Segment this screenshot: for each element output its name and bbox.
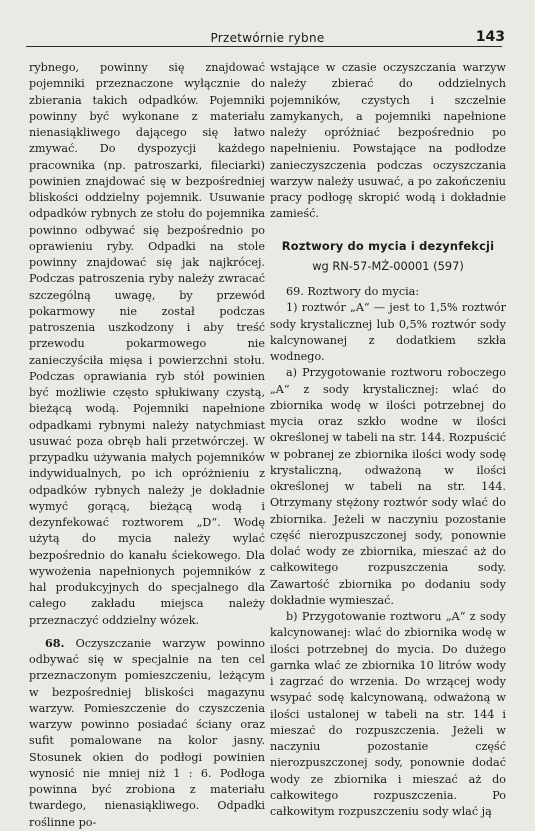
paragraph-69-intro: 69. Roztwory do mycia: <box>286 285 420 298</box>
item-b-soda-kalcynowana: b) Przygotowanie roztworu „A“ z sody kalcynowanej: wlać do zbiornika wodę w ilości potrzebnej do mycia. Do dużego garnka wlać ze zbiornika 10 litrów wody i zagrzać do wrzenia. Do wrzącej wody wsypać sodę kalcynowaną, odważoną w ilości ustalonej w tabeli na str. 144 i mieszać do rozpuszczenia. Jeżeli w naczyniu pozostanie część nierozpuszczonej sody, ponownie dodać wody ze zbiornika i mieszać aż do całkowitego rozpuszczenia. Po całkowitym rozpuszczeniu sody wlać ją <box>270 610 506 818</box>
paragraph-68 <box>29 635 265 831</box>
running-title: Przetwórnie rybne <box>210 31 325 45</box>
page-number: 143 <box>475 29 505 45</box>
left-column <box>29 60 265 831</box>
item-a-soda-krystaliczna: a) Przygotowanie roztworu roboczego „A“ z sody krystalicznej: wlać do zbiornika wodę w ilości potrzebnej do mycia oraz szkło wodne w ilości określonej w tabeli na str. 144. Rozpuścić w pobranej ze zbiornika ilości wody sodę krystaliczną, odważoną w ilości określonej w tabeli na str. 144. Otrzymany stężony roztwór sody wlać do zbiornika. Jeżeli w naczyniu pozostanie część nierozpuszczonej sody, ponownie dolać wody ze zbiornika, mieszać aż do całkowitego rozpuszczenia sody. Zawartość zbiornika po dodaniu sody dokładnie wymieszać. <box>270 366 506 607</box>
section-title: Roztwory do mycia i dezynfekcji <box>281 238 495 253</box>
right-column <box>270 60 506 820</box>
item-1-roztwor-a: 1) roztwór „A“ — jest to 1,5% roztwór sody krystalicznej lub 0,5% roztwór sody kalcynowanej z dodatkiem szkła wodnego. <box>270 301 506 363</box>
header-rule <box>26 46 502 47</box>
paragraph-68-number: 68. <box>45 635 65 650</box>
section-subtitle: wg RN-57-MŻ-00001 (597) <box>312 258 464 273</box>
paragraph-warzywa-continued: wstające w czasie oczyszczania warzyw należy zbierać do oddzielnych pojemników, czystych i szczelnie zamykanych, a pojemniki napełnione należy opróżniać bezpośrednio po napełnieniu. Powstające na podłodze zanieczyszczenia podczas oczyszczania warzyw należy usuwać, a po zakończeniu pracy podłogę skropić wodą i dokładnie zamieść. <box>270 61 506 221</box>
paragraph-odpadki-rybne: rybnego, powinny się znajdować pojemniki przeznaczone wyłącznie do zbierania takich odpadków. Pojemniki powinny być wykonane z materiału nienasiąkliwego dającego się łatwo zmywać. Do dyspozycji każdego pracownika (np. patroszarki, fileciarki) powinien znajdować się w bezpośredniej bliskości oddzielny pojemnik. Usuwanie odpadków rybnych ze stołu do pojemnika powinno odbywać się bezpośrednio po oprawieniu ryby. Odpadki na stole powinny znajdować się jak najkrócej. Podczas patroszenia ryby należy zwracać szczególną uwagę, by przewód pokarmowy nie został podczas patroszenia uszkodzony i aby treść przewodu pokarmowego nie zanieczyściła mięsa i powierzchni stołu. Podczas oprawiania ryb stół powinien być możliwie często spłukiwany czystą, bieżącą wodą. Pojemniki napełnione odpadkami rybnymi należy natychmiast usuwać poza obręb hali przetwórczej. W przypadku używania małych pojemników indywidualnych, po ich opróżnieniu z odpadków rybnych należy je dokładnie wymyć gorącą, bieżącą wodą i dezynfekować roztworem „D“. Wodę użytą do mycia należy wylać bezpośrednio do kanału ściekowego. Dla wywożenia napełnionych pojemników z hal produkcyjnych do specjalnego dla całego zakładu miejsca należy przeznaczyć oddzielny wózek. <box>29 61 265 627</box>
paragraph-68-text: Oczyszczanie warzyw powinno odbywać się w specjalnie na ten cel przeznaczonym pomieszczeniu, leżącym w bezpośredniej bliskości magazynu warzyw. Pomieszczenie do czyszczenia warzyw powinno posiadać ściany oraz sufit pomalowane na kolor jasny. Stosunek okien do podłogi powinien wynosić nie mniej niż 1 : 6. Podłoga powinna być zrobiona z materiału twardego, nienasiąkliwego. Odpadki roślinne po- <box>29 636 265 829</box>
